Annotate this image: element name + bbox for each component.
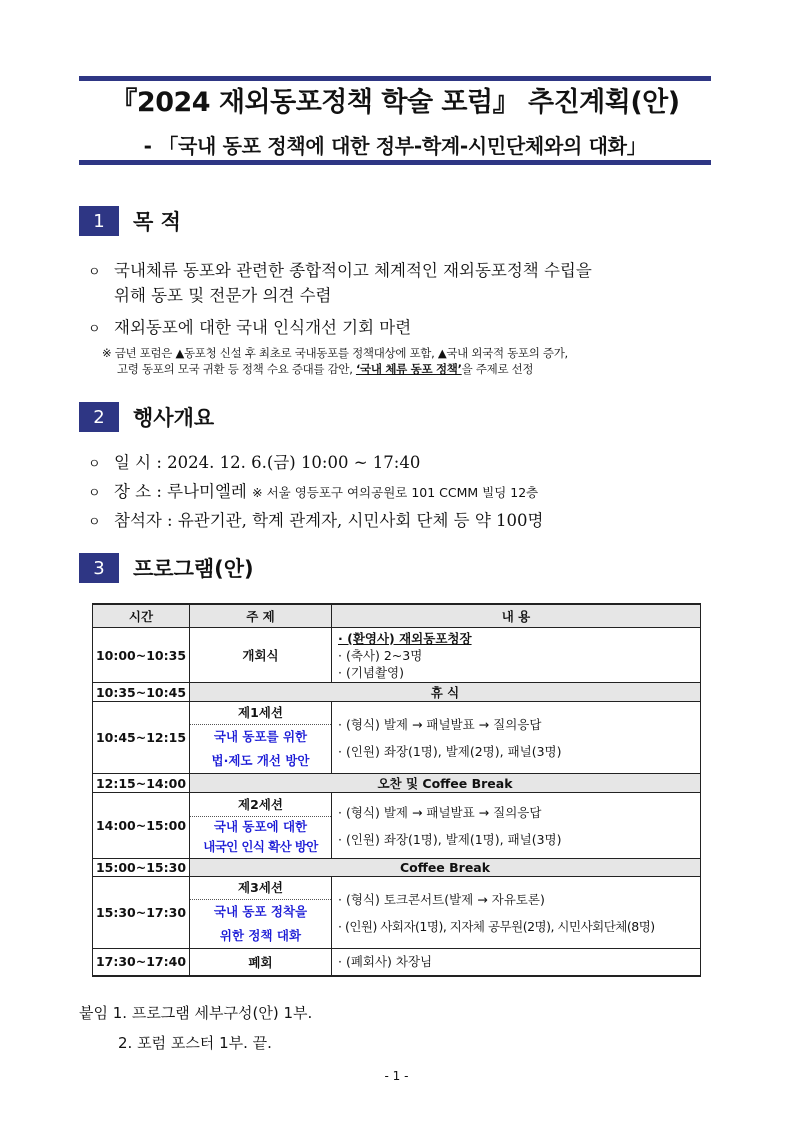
bullet-marker: ㅇ bbox=[88, 515, 101, 530]
session3-sub2: 위한 정책 대화 bbox=[219, 928, 302, 943]
session2-format: · (형식) 발제 → 패널발표 → 질의응답 bbox=[338, 804, 542, 820]
section-3-title: 프로그램(안) bbox=[133, 557, 254, 581]
event-place-note: ※ 서울 영등포구 여의공원로 101 CCMM 빌딩 12층 bbox=[252, 485, 539, 500]
purpose-note-line1: ※ 금년 포럼은 ▲동포청 신설 후 최초로 국내동포를 정책대상에 포함, ▲국내 외국적 동포의 증가, bbox=[102, 346, 568, 360]
session2-people: · (인원) 좌장(1명), 발제(1명), 패널(3명) bbox=[338, 831, 562, 847]
session2-sub2: 내국인 인식 확산 방안 bbox=[203, 839, 318, 854]
attachment-1: 붙임 1. 프로그램 세부구성(안) 1부. bbox=[79, 1004, 313, 1022]
bullet-marker: ㅇ bbox=[88, 486, 101, 501]
section-2-heading bbox=[79, 402, 214, 432]
session1-title: 제1세션 bbox=[190, 702, 331, 725]
lunch-time: 12:15~14:00 bbox=[93, 774, 190, 793]
event-date-text: 일 시 : 2024. 12. 6.(금) 10:00 ~ 17:40 bbox=[114, 453, 421, 472]
section-2-title: 행사개요 bbox=[133, 406, 215, 430]
break2-time: 15:00~15:30 bbox=[93, 859, 190, 877]
program-table bbox=[92, 603, 701, 977]
attachments bbox=[79, 998, 312, 1058]
closing-topic: 폐회 bbox=[190, 949, 332, 976]
purpose-bullet-1 bbox=[88, 257, 592, 281]
purpose-1-line1: 국내체류 동포와 관련한 종합적이고 체계적인 재외동포정책 수립을 bbox=[114, 261, 592, 280]
title-bottom-rule bbox=[79, 160, 711, 165]
table-row-opening bbox=[93, 628, 701, 683]
section-1-heading bbox=[79, 206, 181, 236]
section-2-number: 2 bbox=[79, 402, 119, 432]
table-row-session3 bbox=[93, 877, 701, 949]
opening-content bbox=[332, 628, 701, 683]
purpose-note-line2 bbox=[117, 361, 533, 377]
event-place bbox=[88, 478, 538, 502]
session1-time: 10:45~12:15 bbox=[93, 702, 190, 774]
purpose-2-text: 재외동포에 대한 국내 인식개선 기회 마련 bbox=[114, 318, 412, 337]
session1-people: · (인원) 좌장(1명), 발제(2명), 패널(3명) bbox=[338, 743, 562, 759]
session3-content bbox=[332, 877, 701, 949]
closing-time: 17:30~17:40 bbox=[93, 949, 190, 976]
break1-label: 휴 식 bbox=[190, 683, 701, 702]
bullet-marker: ㅇ bbox=[88, 265, 101, 280]
section-1-title: 목 적 bbox=[133, 210, 181, 234]
session3-sub1: 국내 동포 정착을 bbox=[213, 904, 308, 919]
page-number: - 1 - bbox=[384, 1069, 409, 1083]
table-row-lunch bbox=[93, 774, 701, 793]
session3-format: · (형식) 토크콘서트(발제 → 자유토론) bbox=[338, 891, 545, 907]
table-row-closing bbox=[93, 949, 701, 976]
table-row-break1 bbox=[93, 683, 701, 702]
header-topic: 주 제 bbox=[190, 604, 332, 628]
session1-topic bbox=[190, 702, 332, 774]
section-1-number: 1 bbox=[79, 206, 119, 236]
purpose-bullet-2 bbox=[88, 314, 411, 338]
bullet-marker: ㅇ bbox=[88, 322, 101, 337]
table-row-session2 bbox=[93, 793, 701, 859]
page-subtitle: - 「국내 동포 정책에 대한 정부-학계-시민단체와의 대화」 bbox=[143, 134, 647, 158]
header-time: 시간 bbox=[93, 604, 190, 628]
session1-content bbox=[332, 702, 701, 774]
opening-congrats: · (축사) 2~3명 bbox=[338, 647, 423, 663]
break1-time: 10:35~10:45 bbox=[93, 683, 190, 702]
event-attendees-text: 참석자 : 유관기관, 학계 관계자, 시민사회 단체 등 약 100명 bbox=[114, 511, 544, 530]
note-emphasis: ‘국내 체류 동포 정책’ bbox=[355, 362, 462, 376]
session1-sub2: 법·제도 개선 방안 bbox=[211, 753, 310, 768]
session2-sub1: 국내 동포에 대한 bbox=[213, 819, 308, 834]
opening-photo: · (기념촬영) bbox=[338, 664, 405, 680]
session3-time: 15:30~17:30 bbox=[93, 877, 190, 949]
session3-people: · (인원) 사회자(1명), 지자체 공무원(2명), 시민사회단체(8명) bbox=[338, 918, 655, 934]
table-row-break2 bbox=[93, 859, 701, 877]
note-text: 고령 동포의 모국 귀환 등 정책 수요 증대를 감안, bbox=[117, 362, 356, 376]
section-3-number: 3 bbox=[79, 553, 119, 583]
page-title: 『2024 재외동포정책 학술 포럼』 추진계획(안) bbox=[110, 87, 680, 118]
bullet-marker: ㅇ bbox=[88, 457, 101, 472]
session3-topic bbox=[190, 877, 332, 949]
purpose-1-line2: 위해 동포 및 전문가 의견 수렴 bbox=[114, 286, 332, 305]
session1-format: · (형식) 발제 → 패널발표 → 질의응답 bbox=[338, 716, 542, 732]
opening-topic: 개회식 bbox=[190, 628, 332, 683]
header-content: 내 용 bbox=[332, 604, 701, 628]
event-attendees bbox=[88, 507, 543, 531]
session1-sub1: 국내 동포를 위한 bbox=[213, 729, 308, 744]
table-row-session1 bbox=[93, 702, 701, 774]
session2-title: 제2세션 bbox=[190, 794, 331, 817]
opening-time: 10:00~10:35 bbox=[93, 628, 190, 683]
section-3-heading bbox=[79, 553, 254, 583]
break2-label: Coffee Break bbox=[190, 859, 701, 877]
table-header-row bbox=[93, 604, 701, 628]
session3-title: 제3세션 bbox=[190, 877, 331, 900]
closing-content: · (폐회사) 차장님 bbox=[332, 949, 701, 976]
session2-topic bbox=[190, 793, 332, 859]
lunch-label: 오찬 및 Coffee Break bbox=[190, 774, 701, 793]
attachment-2: 2. 포럼 포스터 1부. 끝. bbox=[118, 1034, 272, 1052]
event-date bbox=[88, 449, 420, 473]
session2-content bbox=[332, 793, 701, 859]
session2-time: 14:00~15:00 bbox=[93, 793, 190, 859]
opening-welcome: · (환영사) 재외동포청장 bbox=[338, 630, 472, 646]
event-place-text: 장 소 : 루나미엘레 bbox=[114, 482, 247, 501]
note-text-end: 을 주제로 선정 bbox=[461, 362, 534, 376]
